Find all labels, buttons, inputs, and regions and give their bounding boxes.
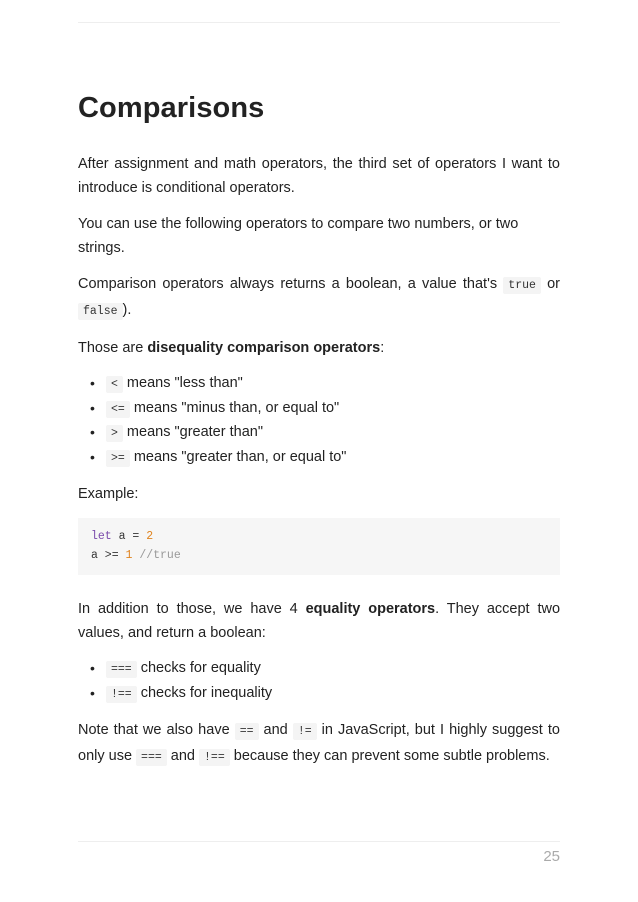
equality-intro-after: . They accept two values, and return a boolean: (78, 601, 561, 641)
header-rule (78, 22, 560, 23)
inline-code-strict-not-equal: !== (199, 749, 230, 766)
code-keyword: let (91, 530, 112, 543)
operator-code: !== (106, 686, 137, 703)
list-item (106, 397, 560, 422)
code-comment: //true (132, 548, 181, 562)
intro-paragraph: After assignment and math operators, the third set of operators I want to introduce is conditional operators. (78, 156, 560, 196)
section-title: Comparisons (78, 92, 265, 124)
note-text: in JavaScript, but I highly suggest to only use (78, 722, 560, 764)
operator-description: means "greater than" (122, 424, 263, 440)
disequality-intro-before: Those are (78, 340, 148, 356)
operator-description: checks for inequality (136, 684, 273, 701)
list-item (106, 421, 560, 446)
usage-paragraph: You can use the following operators to compare two numbers, or two strings. (78, 216, 519, 256)
list-item (106, 372, 560, 397)
boolean-text-after: ). (122, 302, 132, 318)
list-item (106, 657, 560, 682)
operator-description: means "greater than, or equal to" (129, 448, 347, 465)
disequality-list (78, 372, 560, 470)
operator-code: <= (106, 401, 130, 418)
equality-list (78, 657, 560, 706)
operator-code: > (106, 425, 123, 442)
code-number: 2 (146, 530, 154, 543)
note-text: and (258, 722, 293, 738)
note-paragraph (78, 718, 560, 770)
inline-code-loose-not-equal: != (293, 723, 317, 740)
page-number: 25 (543, 848, 560, 865)
disequality-intro (78, 336, 560, 360)
equality-intro-before: In addition to those, we have 4 (78, 601, 306, 617)
operator-code: >= (106, 450, 130, 467)
inline-code-false: false (78, 303, 123, 320)
note-text: because they can prevent some subtle problems. (229, 748, 550, 764)
operator-description: means "less than" (122, 375, 243, 391)
list-item (106, 682, 560, 707)
code-example-block (78, 518, 560, 575)
operator-code: === (106, 661, 137, 678)
note-text: and (166, 748, 200, 764)
list-item (106, 446, 560, 471)
disequality-term: disequality comparison operators (147, 340, 381, 356)
operator-code: < (106, 376, 123, 393)
page-content (78, 92, 560, 782)
boolean-text-before: Comparison operators always returns a boolean, a value that's (78, 276, 504, 292)
code-text: a = (111, 530, 147, 543)
disequality-intro-after: : (380, 340, 385, 356)
code-line-2 (91, 547, 547, 566)
footer-rule (78, 841, 560, 842)
inline-code-strict-equal: === (136, 749, 167, 766)
inline-code-true: true (503, 277, 541, 294)
operator-description: checks for equality (136, 660, 261, 676)
code-number: 1 (125, 548, 133, 562)
boolean-paragraph (78, 272, 560, 324)
note-text: Note that we also have (78, 722, 235, 738)
code-line-1 (91, 528, 547, 547)
boolean-text-middle: or (540, 276, 560, 292)
example-label: Example: (78, 486, 139, 502)
operator-description: means "minus than, or equal to" (129, 399, 340, 416)
equality-intro (78, 597, 560, 645)
inline-code-loose-equal: == (235, 723, 259, 740)
equality-term: equality operators (305, 601, 436, 617)
code-text: a >= (91, 548, 126, 562)
